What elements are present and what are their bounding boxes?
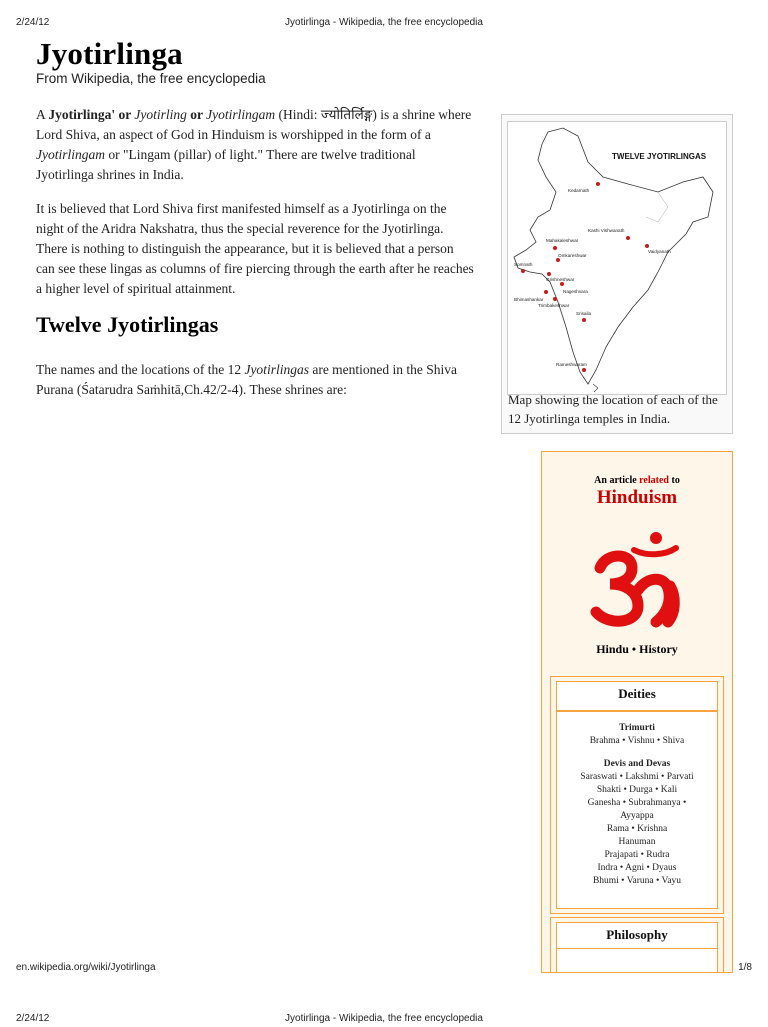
map-marker xyxy=(521,269,525,273)
map-marker xyxy=(596,182,600,186)
map-title: TWELVE JYOTIRLINGAS xyxy=(612,152,707,161)
devis-title[interactable]: Devis and Devas xyxy=(603,759,671,769)
deities-group xyxy=(550,676,724,914)
map-label: Mahakaleshwar xyxy=(546,238,579,243)
navbox-title-hinduism[interactable]: Hinduism xyxy=(596,487,678,508)
india-map-image[interactable] xyxy=(507,121,727,395)
deity-line[interactable]: Saraswati • Lakshmi • Parvati xyxy=(580,772,694,782)
om-icon xyxy=(586,530,690,630)
print-footer xyxy=(16,962,752,976)
deity-line[interactable]: Bhumi • Varuna • Vayu xyxy=(592,876,682,886)
map-marker xyxy=(645,244,649,248)
page-subtitle: From Wikipedia, the free encyclopedia xyxy=(36,71,266,86)
deities-body xyxy=(556,711,718,909)
section-heading: Twelve Jyotirlingas xyxy=(36,312,219,337)
print-header-next-page xyxy=(16,1013,752,1027)
map-label: Srisaila xyxy=(576,311,592,316)
deity-line[interactable]: Hanuman xyxy=(618,837,656,847)
map-marker xyxy=(582,318,586,322)
print-url: en.wikipedia.org/wiki/Jyotirlinga xyxy=(16,962,156,973)
map-label: Grishneshwar xyxy=(546,277,575,282)
map-label: Trimbakeshwar xyxy=(538,303,570,308)
map-thumbnail[interactable] xyxy=(501,114,733,434)
map-label: Omkareshwar xyxy=(558,253,587,258)
map-marker xyxy=(556,258,560,262)
map-label: Kashi Vishwanath xyxy=(588,228,625,233)
map-label: Bhimashankar xyxy=(514,297,544,302)
map-marker xyxy=(582,368,586,372)
print-page-number: 1/8 xyxy=(738,962,752,973)
deity-line[interactable]: Prajapati • Rudra xyxy=(604,850,670,860)
map-marker xyxy=(560,282,564,286)
names-paragraph: The names and the locations of the 12 Jyotirlingas are mentioned in the Shiva Purana (Śatarudra Saṁhitā,Ch.42/2-4). These shrines are: xyxy=(36,362,458,397)
hinduism-navbox xyxy=(541,451,733,973)
map-label: Kedarnath xyxy=(568,188,590,193)
belief-paragraph: It is believed that Lord Shiva first manifested himself as a Jyotirlinga on the night of the Aridra Nakshatra, thus the special reverence for the Jyotirlinga. There is nothing to distinguish the appearance, but it is believed that a person can see these lingas as columns of fire piercing through the earth after he reaches a higher level of spiritual attainment. xyxy=(36,201,474,296)
page-title: Jyotirlinga xyxy=(36,36,183,71)
related-link[interactable]: related xyxy=(639,475,669,486)
map-label: Rameshwaram xyxy=(556,362,587,367)
print-page-title: Jyotirlinga - Wikipedia, the free encyclopedia xyxy=(285,17,483,28)
map-marker xyxy=(547,272,551,276)
map-label: Nageshvara xyxy=(563,289,588,294)
deity-line[interactable]: Ayyappa xyxy=(620,811,654,821)
map-marker xyxy=(553,246,557,250)
deity-line[interactable]: Rama • Krishna xyxy=(606,824,668,834)
print-date: 2/24/12 xyxy=(16,17,50,28)
trimurti-list[interactable]: Brahma • Vishnu • Shiva xyxy=(589,736,685,746)
map-marker xyxy=(553,297,557,301)
map-label: Vaidyanath xyxy=(648,249,671,254)
deity-line[interactable]: Indra • Agni • Dyaus xyxy=(597,863,677,873)
philosophy-heading[interactable]: Philosophy xyxy=(556,922,718,952)
trimurti-title[interactable]: Trimurti xyxy=(619,723,655,733)
navbox-above: An article related to xyxy=(594,475,680,486)
deity-line[interactable]: Shakti • Durga • Kali xyxy=(596,785,678,795)
intro-paragraph: A Jyotirlinga' or Jyotirling or Jyotirlingam (Hindi: ज्योतिर्लिङ्ग) is a shrine where Lord Shiva, an aspect of God in Hinduism is worshipped in the form of a Jyotirlingam or "Lingam (pillar) of light." There are twelve traditional Jyotirlinga shrines in India. xyxy=(36,107,472,182)
map-label: Somnath xyxy=(514,262,533,267)
deity-line[interactable]: Ganesha • Subrahmanya • xyxy=(587,798,687,808)
india-map-outline xyxy=(508,122,726,394)
print-date: 2/24/12 xyxy=(16,1013,50,1024)
navbox-links[interactable]: Hindu • History xyxy=(596,642,678,656)
map-marker xyxy=(544,290,548,294)
map-caption: Map showing the location of each of the 12 Jyotirlinga temples in India. xyxy=(508,392,718,426)
print-header xyxy=(16,17,752,31)
map-marker xyxy=(626,236,630,240)
print-page-title: Jyotirlinga - Wikipedia, the free encyclopedia xyxy=(285,1013,483,1024)
deities-heading[interactable]: Deities xyxy=(556,681,718,711)
